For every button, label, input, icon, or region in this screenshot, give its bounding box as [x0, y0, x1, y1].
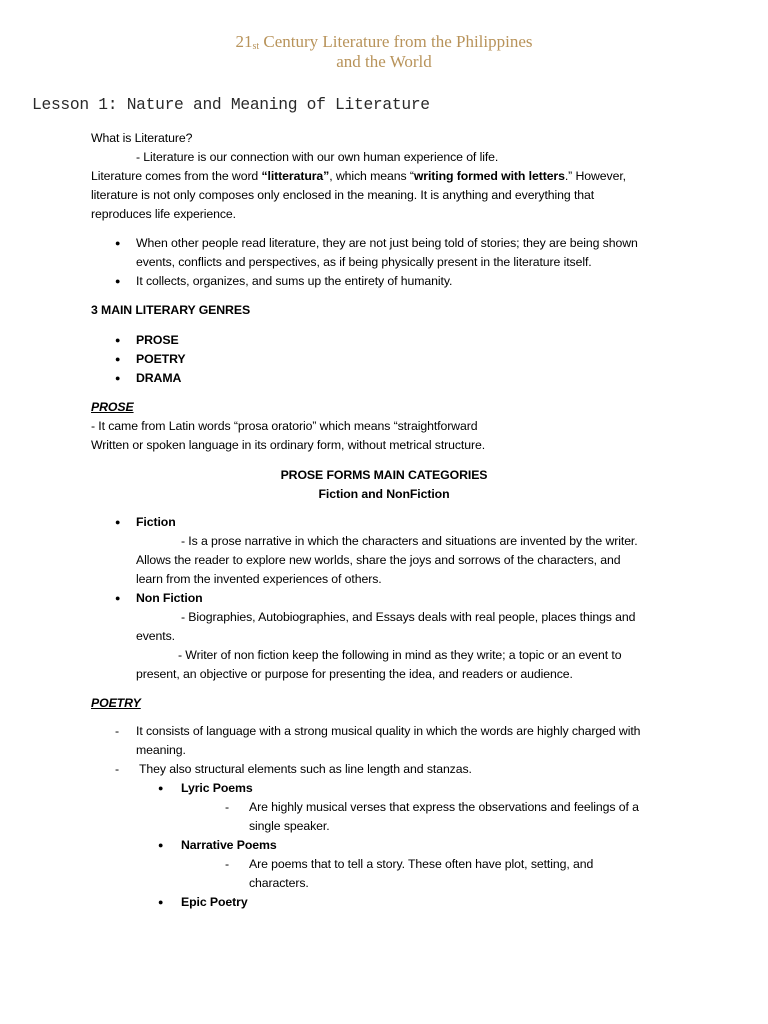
fiction-line: - Is a prose narrative in which the characters and situations are invented by the writer.: [181, 534, 638, 548]
prose-forms-subheading: Fiction and NonFiction: [318, 487, 450, 501]
intro-bullet-1-line2: events, conflicts and perspectives, as if being physically present in the literature itself.: [136, 255, 592, 269]
lyric-poems-label: Lyric Poems: [181, 781, 253, 795]
lyric-poems-line1: Are highly musical verses that express the observations and feelings of a: [249, 800, 639, 814]
narrative-poems-label: Narrative Poems: [181, 838, 277, 852]
intro-paragraph-line1: [91, 167, 626, 186]
title-text: Century Literature from the Philippines: [259, 32, 533, 51]
bullet-icon: ●: [158, 783, 164, 793]
nonfiction-line: - Biographies, Autobiographies, and Essays deals with real people, places things and: [181, 610, 636, 624]
bullet-icon: ●: [158, 840, 164, 850]
bullet-icon: ●: [158, 897, 164, 907]
nonfiction-line: present, an objective or purpose for presenting the idea, and readers or audience.: [136, 667, 573, 681]
lyric-poems-line2: single speaker.: [249, 819, 330, 833]
title-number: 21: [235, 32, 253, 51]
poetry-point-1-line1: It consists of language with a strong musical quality in which the words are highly charged with: [136, 724, 641, 738]
dash-marker: -: [225, 857, 229, 871]
fiction-line: learn from the invented experiences of others.: [136, 572, 382, 586]
document-title-line2: and the World: [336, 52, 432, 71]
intro-text-e: .” However,: [564, 169, 626, 183]
intro-text-c: , which means “: [329, 169, 414, 183]
prose-definition: Written or spoken language in its ordinary form, without metrical structure.: [91, 438, 486, 452]
prose-heading: PROSE: [91, 400, 134, 414]
bullet-icon: ●: [115, 335, 121, 345]
bullet-icon: ●: [115, 373, 121, 383]
genres-heading: 3 MAIN LITERARY GENRES: [91, 303, 251, 317]
fiction-line: Allows the reader to explore new worlds, share the joys and sorrows of the characters, and: [136, 553, 621, 567]
intro-paragraph-line3: reproduces life experience.: [91, 207, 236, 221]
title-superscript: st: [252, 41, 260, 52]
narrative-poems-line1: Are poems that to tell a story. These often have plot, setting, and: [249, 857, 594, 871]
lesson-heading: Lesson 1: Nature and Meaning of Literature: [32, 95, 430, 114]
nonfiction-line: - Writer of non fiction keep the following in mind as they write; a topic or an event to: [178, 648, 622, 662]
nonfiction-label: Non Fiction: [136, 591, 203, 605]
bullet-icon: ●: [115, 593, 121, 603]
prose-forms-heading: PROSE FORMS MAIN CATEGORIES: [280, 468, 488, 482]
bullet-icon: ●: [115, 354, 121, 364]
intro-paragraph-line2: literature is not only composes only enclosed in the meaning. It is anything and everything that: [91, 188, 595, 202]
intro-text-a: Literature comes from the word: [91, 169, 262, 183]
intro-bullet-1-line1: When other people read literature, they are not just being told of stories; they are being shown: [136, 236, 638, 250]
writing-formed-term: writing formed with letters: [413, 169, 565, 183]
intro-question: What is Literature?: [91, 131, 193, 145]
genre-item: DRAMA: [136, 371, 182, 385]
bullet-icon: ●: [115, 238, 121, 248]
prose-origin: - It came from Latin words “prosa oratorio” which means “straightforward: [91, 419, 478, 433]
bullet-icon: ●: [115, 517, 121, 527]
poetry-point-2: They also structural elements such as line length and stanzas.: [139, 762, 472, 776]
dash-marker: -: [225, 800, 229, 814]
bullet-icon: ●: [115, 276, 121, 286]
nonfiction-line: events.: [136, 629, 175, 643]
intro-answer: - Literature is our connection with our own human experience of life.: [136, 150, 499, 164]
dash-marker: -: [115, 762, 119, 776]
poetry-heading: POETRY: [91, 696, 141, 710]
poetry-point-1-line2: meaning.: [136, 743, 186, 757]
epic-poetry-label: Epic Poetry: [181, 895, 248, 909]
narrative-poems-line2: characters.: [249, 876, 309, 890]
intro-bullet-2: It collects, organizes, and sums up the entirety of humanity.: [136, 274, 453, 288]
genre-item: PROSE: [136, 333, 179, 347]
fiction-label: Fiction: [136, 515, 176, 529]
genre-item: POETRY: [136, 352, 186, 366]
dash-marker: -: [115, 724, 119, 738]
litteratura-term: “litteratura”: [261, 169, 330, 183]
